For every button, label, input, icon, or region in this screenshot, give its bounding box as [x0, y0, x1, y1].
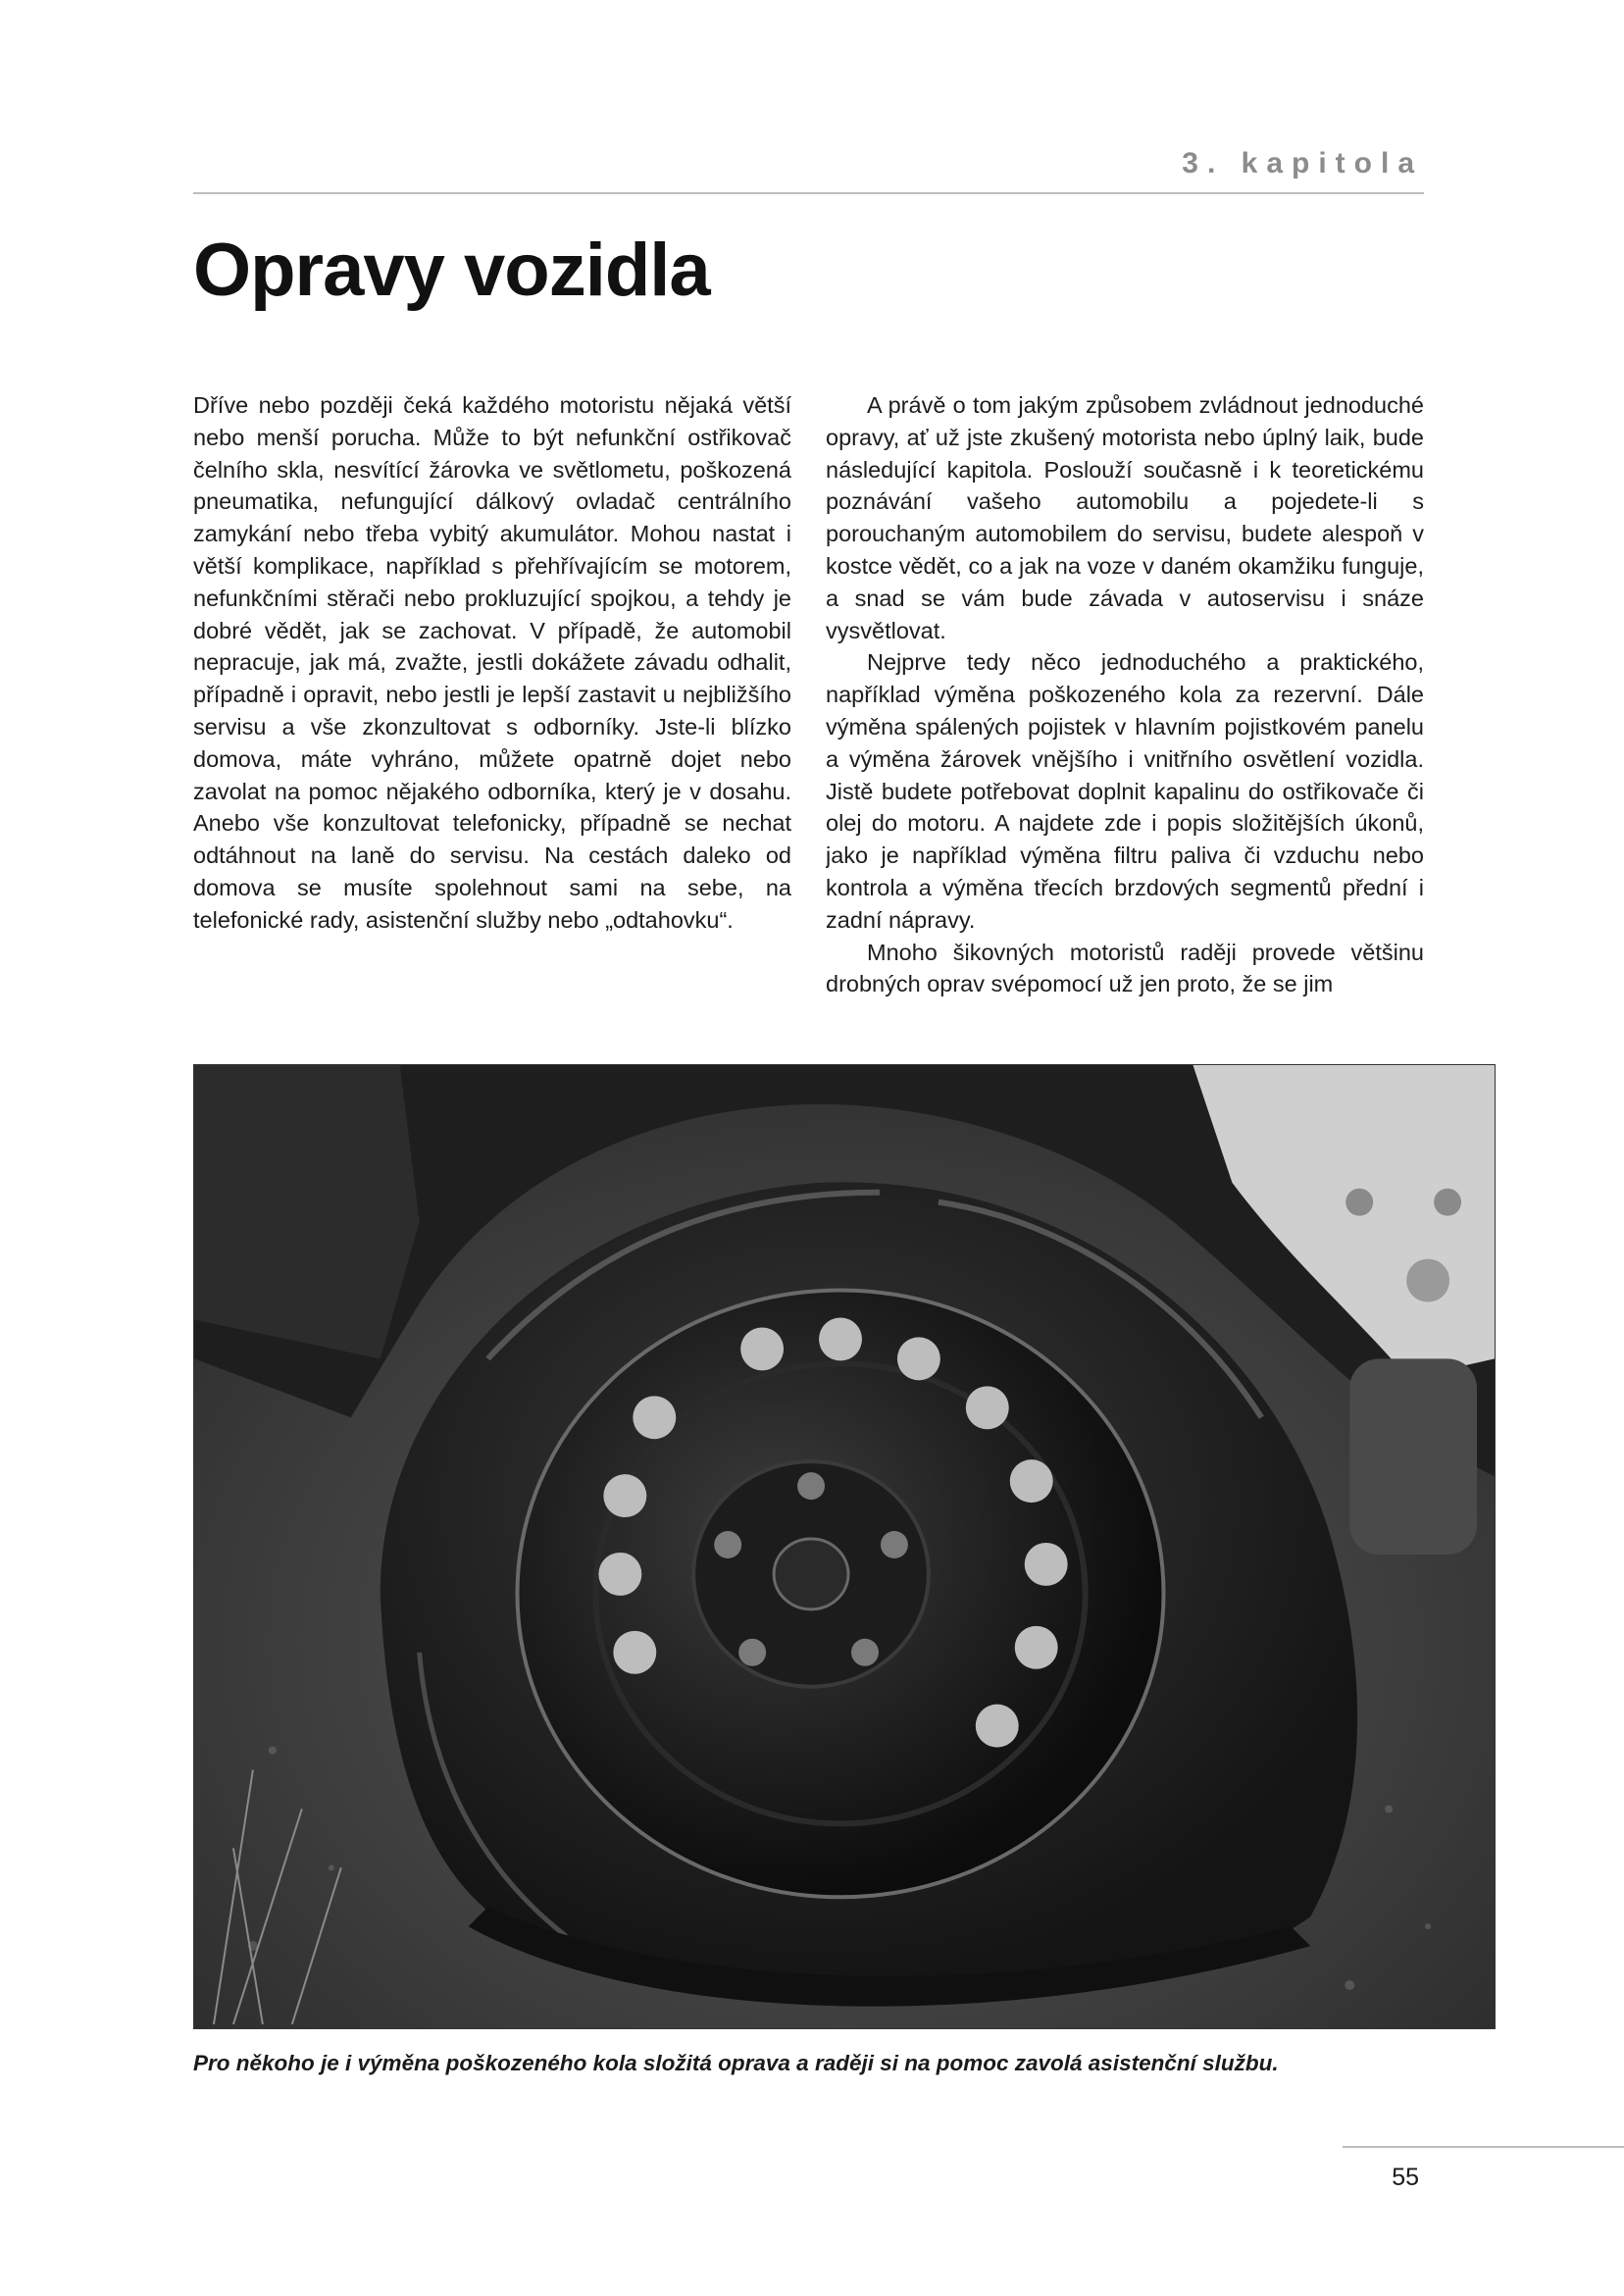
page-title: Opravy vozidla — [193, 229, 710, 312]
text-column-left — [193, 389, 791, 937]
page-number: 55 — [1392, 2164, 1419, 2191]
flat-tire-photo — [193, 1064, 1496, 2029]
chapter-label: 3. kapitola — [1182, 147, 1423, 179]
text-column-right — [826, 389, 1424, 1017]
paragraph: Nejprve tedy něco jednoduchého a praktického, například výměna poškozeného kola za rezervní. Dále výměna spálených pojistek v hlavním pojistkovém panelu a výměna žárovek vnějšího i vnitřního osvětlení vozidla. Jistě budete potřebovat doplnit kapalinu do ostřikovače či olej do motoru. A najdete zde i popis složitějších úkonů, jako je například výměna filtru paliva či vzduchu nebo kontrola a výměna třecích brzdových segmentů přední i zadní nápravy. — [826, 649, 1424, 933]
footer-rule — [1343, 2146, 1624, 2148]
paragraph: A právě o tom jakým způsobem zvládnout jednoduché opravy, ať už jste zkušený motorista nebo úplný laik, bude následující kapitola. Poslouží současně i k teoretickému poznávání vašeho automobilu a pojedete-li s porouchaným automobilem do servisu, budete alespoň v kostce vědět, co a jak na voze v daném okamžiku funguje, a snad se vám bude závada v autoservisu i snáze vysvětlovat. — [826, 392, 1424, 643]
header-rule — [193, 192, 1424, 194]
paragraph: Mnoho šikovných motoristů raději provede většinu drobných oprav svépomocí už jen proto, že se jim — [826, 939, 1424, 997]
figure-caption: Pro někoho je i výměna poškozeného kola složitá oprava a raději si na pomoc zavolá asistenční službu. — [193, 2051, 1279, 2075]
paragraph: Dříve nebo později čeká každého motoristu nějaká větší nebo menší porucha. Může to být nefunkční ostřikovač čelního skla, nesvítící žárovka ve světlometu, poškozená pneumatika, nefungující dálkový ovladač centrálního zamykání nebo třeba vybitý akumulátor. Mohou nastat i větší komplikace, například s přehřívajícím se motorem, nefunkčními stěrači nebo prokluzující spojkou, a tehdy je dobré vědět, jak se zachovat. V případě, že automobil nepracuje, jak má, zvažte, jestli dokážete závadu odhalit, případně i opravit, nebo jestli je lepší zastavit u nejbližšího servisu a vše zkonzultovat s odborníky. Jste-li blízko domova, máte vyhráno, můžete opatrně dojet nebo zavolat na pomoc nějakého odborníka, který je v dosahu. Anebo vše konzultovat telefonicky, případně se nechat odtáhnout na laně do servisu. Na cestách daleko od domova se musíte spolehnout sami na sebe, na telefonické rady, asistenční služby nebo „odtahovku“. — [193, 392, 791, 933]
flat-tire-illustration — [194, 1065, 1495, 2028]
